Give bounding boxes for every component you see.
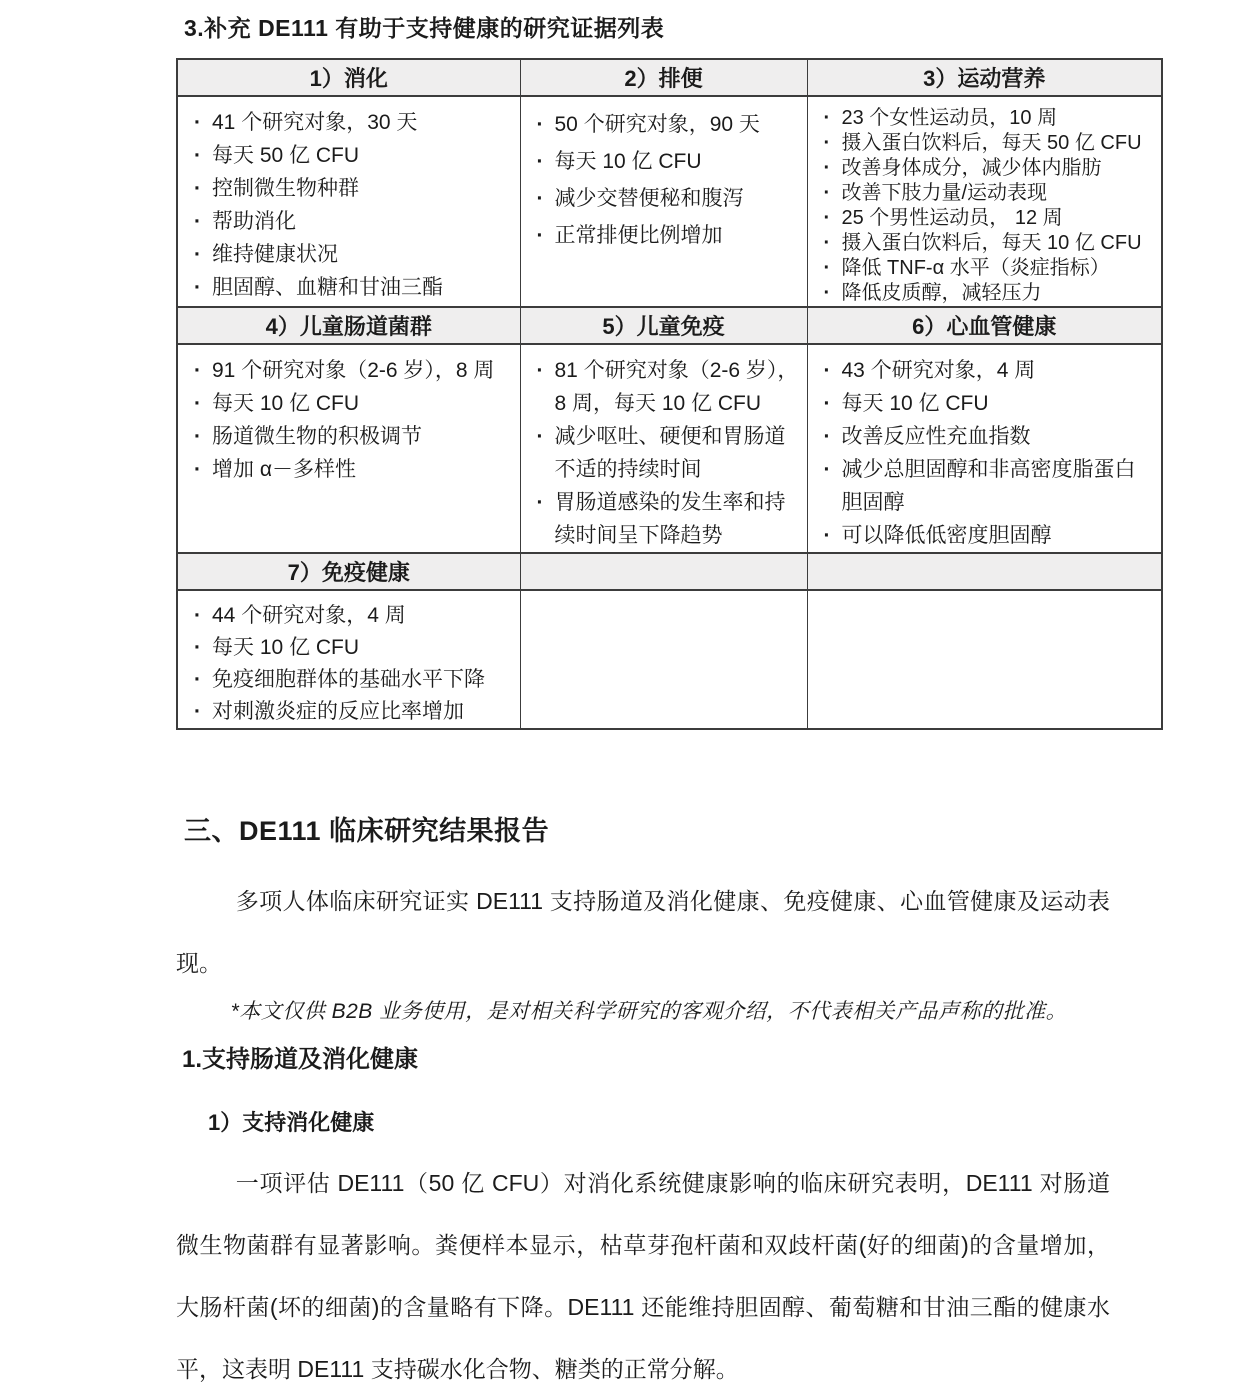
cell-empty-1 bbox=[520, 590, 807, 729]
list-item: · 正常排便比例增加 bbox=[531, 217, 799, 254]
list-item: · 每天 10 亿 CFU bbox=[531, 143, 799, 180]
list-item: · 改善身体成分，减少体内脂肪 bbox=[818, 156, 1154, 181]
list-item: · 减少呕吐、硬便和胃肠道不适的持续时间 bbox=[531, 420, 799, 486]
list-item: · 胆固醇、血糖和甘油三酯 bbox=[188, 271, 512, 304]
list-item: · 增加 α－多样性 bbox=[188, 453, 512, 486]
list-item: · 91 个研究对象（2-6 岁），8 周 bbox=[188, 354, 512, 387]
header-cell-empty-2 bbox=[807, 553, 1162, 590]
list-item: · 减少交替便秘和腹泻 bbox=[531, 180, 799, 217]
table-header-row-3 bbox=[177, 553, 1162, 590]
list-item: · 81 个研究对象（2-6 岁），8 周，每天 10 亿 CFU bbox=[531, 354, 799, 420]
list-item: · 帮助消化 bbox=[188, 205, 512, 238]
list-item: · 摄入蛋白饮料后，每天 10 亿 CFU bbox=[818, 231, 1154, 256]
list-item: · 降低皮质醇，减轻压力 bbox=[818, 281, 1154, 306]
list-item: · 每天 10 亿 CFU bbox=[818, 387, 1154, 420]
list-item: · 控制微生物种群 bbox=[188, 172, 512, 205]
header-cell-digestion: 1）消化 bbox=[177, 59, 520, 96]
list-item: · 每天 50 亿 CFU bbox=[188, 139, 512, 172]
list-item: · 44 个研究对象，4 周 bbox=[188, 600, 512, 632]
header-cell-cardiovascular: 6）心血管健康 bbox=[807, 307, 1162, 344]
cell-digestion bbox=[177, 96, 520, 307]
list-item: · 肠道微生物的积极调节 bbox=[188, 420, 512, 453]
subsection-heading-digestive: 1）支持消化健康 bbox=[208, 1110, 375, 1135]
cell-children-gut bbox=[177, 344, 520, 553]
list-item: · 25 个男性运动员， 12 周 bbox=[818, 206, 1154, 231]
header-cell-children-immunity: 5）儿童免疫 bbox=[520, 307, 807, 344]
list-item: · 对刺激炎症的反应比率增加 bbox=[188, 696, 512, 728]
table-header-row-2 bbox=[177, 307, 1162, 344]
table-body-row-1 bbox=[177, 96, 1162, 307]
list-item: · 每天 10 亿 CFU bbox=[188, 387, 512, 420]
report-heading: 三、DE111 临床研究结果报告 bbox=[184, 816, 550, 846]
list-item: · 摄入蛋白饮料后，每天 50 亿 CFU bbox=[818, 131, 1154, 156]
table-body-row-2 bbox=[177, 344, 1162, 553]
header-cell-sports-nutrition: 3）运动营养 bbox=[807, 59, 1162, 96]
cell-immune-health bbox=[177, 590, 520, 729]
list-item: · 41 个研究对象，30 天 bbox=[188, 106, 512, 139]
list-item: · 可以降低低密度胆固醇 bbox=[818, 519, 1154, 552]
cell-children-immunity bbox=[520, 344, 807, 553]
b2b-disclaimer: *本文仅供 B2B 业务使用，是对相关科学研究的客观介绍，不代表相关产品声称的批准。 bbox=[230, 1000, 1068, 1023]
list-item: · 50 个研究对象，90 天 bbox=[531, 106, 799, 143]
digestive-study-paragraph: 一项评估 DE111（50 亿 CFU）对消化系统健康影响的临床研究表明，DE111 对肠道微生物菌群有显著影响。粪便样本显示，枯草芽孢杆菌和双歧杆菌(好的细菌)的含量增加，大肠杆菌(坏的细菌)的含量略有下降。DE111 还能维持胆固醇、葡萄糖和甘油三酯的健康水平，这表明 DE111 支持碳水化合物、糖类的正常分解。 bbox=[176, 1170, 1110, 1382]
list-item: · 43 个研究对象，4 周 bbox=[818, 354, 1154, 387]
list-item: · 维持健康状况 bbox=[188, 238, 512, 271]
header-cell-empty-1 bbox=[520, 553, 807, 590]
list-item: · 每天 10 亿 CFU bbox=[188, 632, 512, 664]
page-content bbox=[176, 0, 1166, 1400]
list-item: · 改善反应性充血指数 bbox=[818, 420, 1154, 453]
header-cell-children-gut: 4）儿童肠道菌群 bbox=[177, 307, 520, 344]
cell-empty-2 bbox=[807, 590, 1162, 729]
report-intro-paragraph: 多项人体临床研究证实 DE111 支持肠道及消化健康、免疫健康、心血管健康及运动表现。 bbox=[176, 888, 1110, 976]
list-item: · 降低 TNF-α 水平（炎症指标） bbox=[818, 256, 1154, 281]
list-item: · 改善下肢力量/运动表现 bbox=[818, 181, 1154, 206]
list-item: · 胃肠道感染的发生率和持续时间呈下降趋势 bbox=[531, 486, 799, 552]
table-title: 3.补充 DE111 有助于支持健康的研究证据列表 bbox=[184, 15, 665, 41]
list-item: · 23 个女性运动员，10 周 bbox=[818, 106, 1154, 131]
table-header-row-1 bbox=[177, 59, 1162, 96]
cell-sports-nutrition bbox=[807, 96, 1162, 307]
cell-bowel bbox=[520, 96, 807, 307]
evidence-table bbox=[176, 58, 1163, 730]
list-item: · 免疫细胞群体的基础水平下降 bbox=[188, 664, 512, 696]
section-heading-gut-digestive: 1.支持肠道及消化健康 bbox=[182, 1046, 419, 1073]
list-item: · 减少总胆固醇和非高密度脂蛋白胆固醇 bbox=[818, 453, 1154, 519]
cell-cardiovascular bbox=[807, 344, 1162, 553]
header-cell-bowel: 2）排便 bbox=[520, 59, 807, 96]
header-cell-immune-health: 7）免疫健康 bbox=[177, 553, 520, 590]
table-body-row-3 bbox=[177, 590, 1162, 729]
